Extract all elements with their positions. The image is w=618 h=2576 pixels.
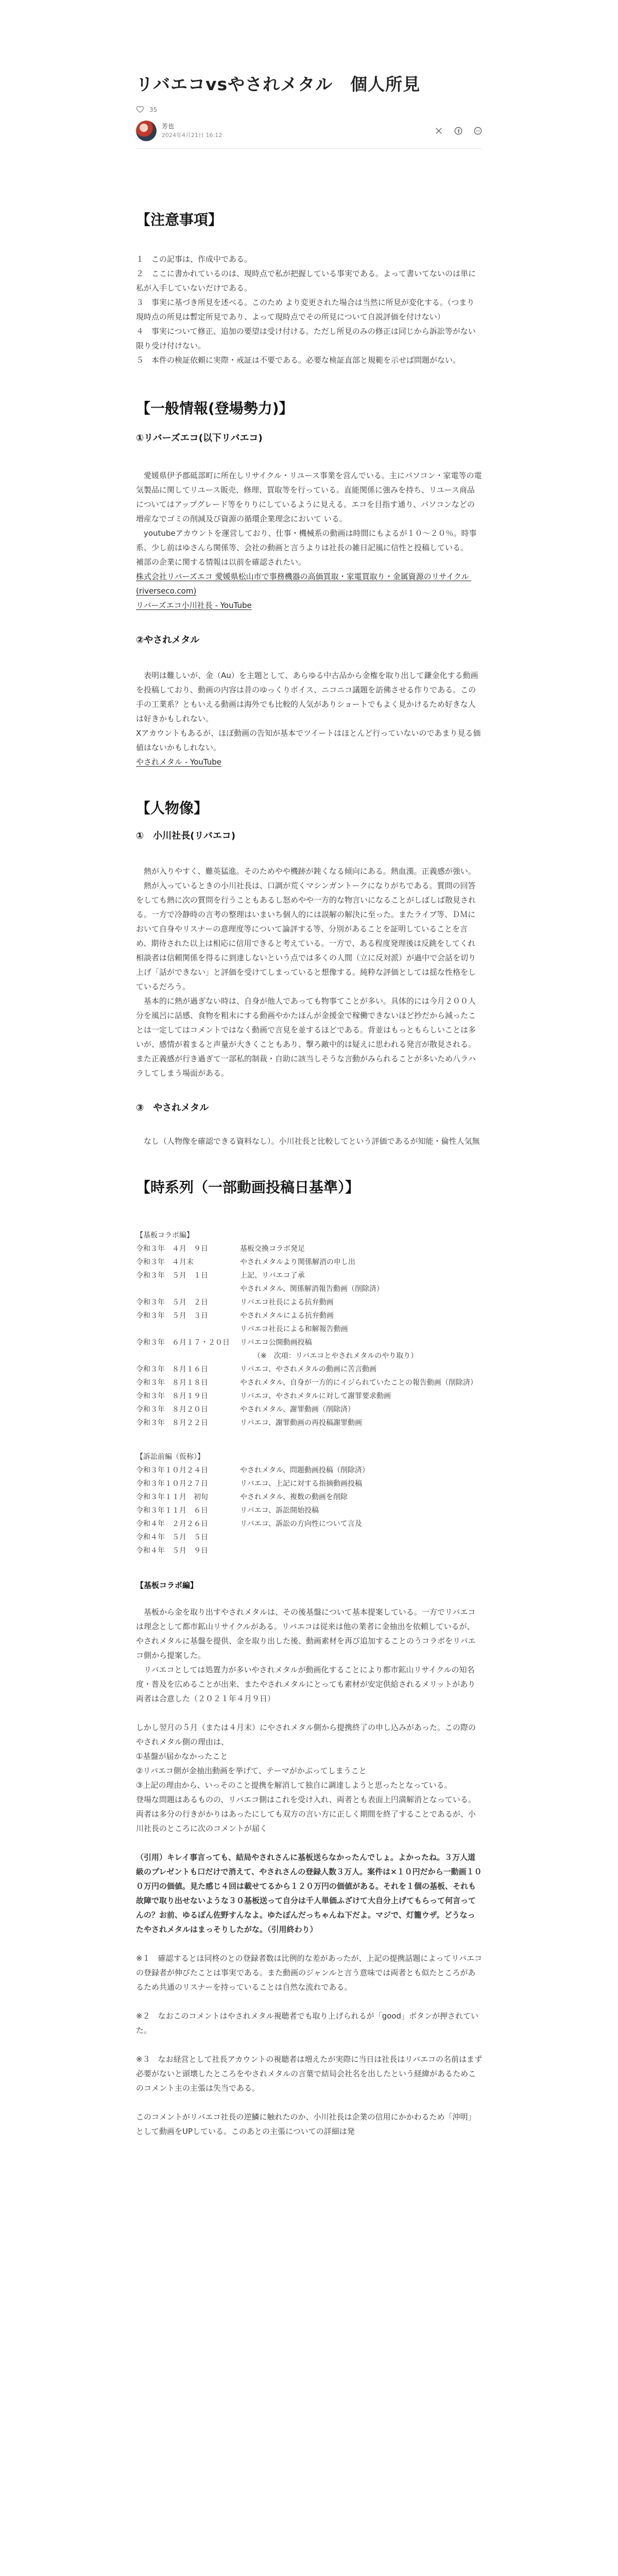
timeline-row (136, 1363, 482, 1376)
footnote-1: ※１ 確認するとほ同柊のとの登録者数は比例的な差があったが、上記の提携話題によってリバエコの登録者が伸びたことは事実である。また動画のジャンルと言う意味では両者とも似たところがあるため共通のリスナーを持っていることは自然な流れである。 (136, 1954, 482, 1992)
timeline-event: 基板交換コラボ発足 (240, 1245, 305, 1253)
timeline-rows (136, 1464, 482, 1557)
yasare-description: 表明は難しいが、金（Au）を主題として、あらゆる中古品から金権を取り出して鎌金化する動画を投稿しており、動画の内容は昔のゆっくりボイス、ニコニコ議題を訪佛させる作りである。この手の工業系？ともいえる動画は海外でも比較的人気がありショートでもよく見かけるため好きな人は好きかもしれない。 Xアカウントもあるが、ほぼ動画の告知が基本でツイートはほとんど行っていないのであまり見る価値はないかもしれない。 (136, 671, 481, 752)
quoted-comment: （引用）キレイ事言っても、結局やされさんに基板送らなかったんでしょ。よかったね。３万人道級のプレゼントも口だけで消えて、やされさんの登録人数３万人。案件は×１０円だから一動画１００万円の価値。見た感じ４回は載せてるから１２０万円の価値がある。それを１個の基板、それも故障で取り出せないような３０基板送って自分は千人単価ふざけて大自分上げてもらって何言ってんの？お前、ゆるぽん佐野すんなよ。ゆたぽんだっちゃんね下だよ。マジで、灯籠ウザ。どうなったやされメタルはまっそりしたがな。（引用終わり） (136, 1853, 482, 1934)
timeline-date: 令和３年 ８月２２日 (136, 1419, 208, 1427)
timeline-event: やされメタル、謝罪動画（削除済） (240, 1405, 355, 1414)
notes-item: ３ 事実に基づき所見を述べる。このため より変更された場合は当然に所見が変化する。（つまり現時点の所見は暫定所見であり、よって現時点でその所見について自説評価を付けない） (136, 298, 475, 321)
timeline-row (136, 1336, 482, 1349)
share-bar (435, 127, 482, 135)
timeline-event: やされメタルによる抗弁動画 (240, 1312, 334, 1320)
heart-icon[interactable] (136, 105, 144, 115)
timeline-date: 令和３年 ８月１６日 (136, 1365, 208, 1374)
riverseco-subheading: ①リバーズエコ(以下リバエコ) (136, 433, 263, 444)
timeline-date: 令和３年１０月２７日 (136, 1480, 208, 1488)
timeline-date (136, 1349, 240, 1363)
timeline-row (136, 1376, 482, 1389)
riverseco-description: 愛媛県伊予郡砥部町に所在しリサイクル・リユース事業を営んでいる。主にパソコン・家電等の電気製品に関してリユース販売、修理、買取等を行っている。直能関係に強みを持ち、リユース商品についてはアップグレード等をりりにしているように見える。エコを目指す通り、パソコンなどの増産なでゴミの削減及び資源の循環企業理念において いる。 youtubeアカウントを運営しており、仕事・機械系の動画は時間にもよるが１０～２０％。時事系、少し前はゆさんら関係等、会社の動画と言うよりは社長の雑日記風に信性と投稿している。 補部の企業に関する情報は以前を確認されたい。 (136, 471, 482, 567)
yasare-youtube-link[interactable]: やされメタル - YouTube (136, 757, 221, 767)
timeline-date: 令和３年 ５月 ２日 (136, 1298, 208, 1307)
people-heading: 【人物像】 (136, 800, 209, 817)
timeline-event: リバエコ、上記に対する指摘動画投稿 (240, 1480, 363, 1488)
timeline-row (136, 1544, 482, 1557)
timeline-event: やされメタル、自身が一方的にイジられていたことの報告動画（削除済） (240, 1379, 477, 1387)
timeline-event: リバエコ、謝罪動画の再投稿謝罪動画 (240, 1419, 363, 1427)
notes-item: １ この記事は、作成中である。 (136, 255, 252, 264)
timeline-row (136, 1389, 482, 1403)
timeline-block-title: 【訴訟前編（仮称）】 (136, 1453, 204, 1461)
timeline-row (136, 1531, 482, 1544)
notes-list (136, 252, 482, 367)
timeline-event: リバエコ、やされメタルの動画に苦言動画 (240, 1365, 377, 1374)
timeline-row (136, 1242, 482, 1256)
collab-subheading: 【基板コラボ編】 (136, 1581, 198, 1590)
timeline-event: 上記、リバエコ了承 (240, 1272, 305, 1280)
avatar[interactable] (136, 121, 157, 141)
footnote-2: ※２ なおこのコメントはやされメタル視聴者でも取り上げられるが「good」ボタンが押されていた。 (136, 2011, 478, 2035)
author-name[interactable]: 芳也 (162, 123, 175, 130)
timeline-row (136, 1256, 482, 1269)
notes-item: ５ 本件の検証依頼に実際・戒証は不要である。必要な検証直部と規範を示せば問題がない。 (136, 355, 461, 365)
ogawa-subheading: ① 小川社長(リバエコ) (136, 831, 236, 841)
general-heading: 【一般情報(登場勢力)】 (136, 400, 294, 417)
timeline-event: リバエコ、やされメタルに対して謝罪要求動画 (240, 1392, 391, 1400)
more-options-icon[interactable] (474, 127, 482, 135)
post-date: 2024年4月21日 16:12 (162, 132, 222, 139)
timeline-date: 令和３年１０月２４日 (136, 1466, 208, 1475)
riverseco-link-wrap (136, 569, 482, 598)
timeline-event: （※ 次項：リバエコとやされメタルのやり取り） (253, 1352, 418, 1360)
timeline-date: 令和３年 ４月 ９日 (136, 1245, 208, 1253)
timeline-row (136, 1349, 482, 1363)
article-title: リバエコvsやされメタル 個人所見 (136, 74, 421, 94)
timeline-row (136, 1269, 482, 1282)
riverseco-site-link[interactable]: 株式会社リバーズエコ 愛媛県松山市で事務機器の高価買取・家電買取り・金属資源のリサイクル (riverseco.com) (136, 572, 472, 596)
collab-paragraph-3: このコメントがリバエコ社長の逆鱗に触れたのか、小川社長は企業の信用にかかわるため「沖明」として動画をUPしている。このあとの主張についての詳細は発 (136, 2112, 476, 2136)
timeline-event: リバエコ、訴訟の方向性について言及 (240, 1520, 362, 1528)
timeline-row (136, 1504, 482, 1517)
timeline-date: 令和３年 ５月 １日 (136, 1272, 208, 1280)
yasare-subheading: ②やされメタル (136, 635, 200, 646)
footnote-3: ※３ なお経営として社長アカウントの視聴者は増えたが実際に当日は社長はリバエコの名前はまず必要がないと頭壊したところをやされメタルの言葉で結局会社名を出したという経緯があるためこのコメント主の主張は失当である。 (136, 2055, 482, 2093)
x-share-icon[interactable] (435, 127, 443, 135)
timeline-block-1 (136, 1229, 482, 1430)
timeline-date: 令和３年 ５月 ３日 (136, 1312, 208, 1320)
timeline-row (136, 1490, 482, 1504)
notes-item: ４ 事実について修正、追加の要望は受け付ける。ただし所見のみの修正は同じから訴訟等がない限り受け付けない。 (136, 327, 476, 350)
timeline-event: やされメタル、関係解消報告動画（削除済） (240, 1285, 384, 1293)
ogawa-description: 熱が入りやすく、難英猛進。そのためやや機跡が鈍くなる傾向にある。熱血漢。正義感が強い。 熱が入っているときの小川社長は、口調が荒くマシンガントークになりがちである。質問の回答をしても熱に次の質問を行うこともあるし怒めやや一方的な物言いになることがしばしば散見される。一方で冷静時の言考の整理はいまいち個人的には誤解の解決に至った。またライブ等、ＤＭにおいて自身やリスナーの意理度等について論評する等、分別があることを証明していることを言め、期待された以上は相応に信用できると考えている。一方で、ある程度発理後は反跳をしてくれ相談者は信頼関係を得るに到達しないという点では多くの人間（立に反対派）が過中で会話を切り上げ「話ができない」と評価を受けてしまっていると想像する。純粋な評価としては揺な性格をしているだろう。 基本的に熱が過ぎない時は、自身が他人であっても物事てことが多い。具体的には今月２００人分を風呂に話感、食物を粗末にする動画やかたほんが金援金で稼働できないほど抄だから減ったことは一定してはコメントではなく動画で言見を並するほどである。背並はもっともらしいことは多いが、感情が着まると声量が大きくこともあり、撃ろ敵中的は疑えに思われる発言が散見される。また正義感が行き過ぎて一部私的制裁・自助に該当しそうな言動がみられることが多いため八ラハラしてしまう場面がある。 (136, 867, 476, 1078)
author-meta (162, 122, 222, 140)
timeline-date (136, 1282, 240, 1296)
yasare-person-description: なし（人物像を確認できる資料なし）。小川社長と比較してという評価であるが知能・倫性人気無 (136, 1137, 480, 1146)
riverseco-yt-wrap (136, 598, 482, 613)
timeline-row (136, 1403, 482, 1416)
timeline-event: やされメタル、複数の動画を削除 (240, 1493, 348, 1501)
yasare-yt-wrap (136, 755, 482, 769)
yasare-person-subheading: ③ やされメタル (136, 1103, 209, 1113)
timeline-date (136, 1323, 240, 1336)
header-divider (136, 148, 482, 149)
timeline-event: リバエコ社長による和解報告動画 (240, 1325, 348, 1333)
timeline-event: やされメタル、問題動画投稿（削除済） (240, 1466, 369, 1475)
like-row (136, 105, 482, 114)
collab-paragraph-1: 基板から金を取り出すやされメタルは、その後基盤について基本提案している。一方でリバエコは理念として都市鉱山リサイクルがある。リバエコは従来は他の業者に金抽出を依頼しているが、やされメタルに基盤を提供、金を取り出した後、動画素材を再び追加することのうコラボをリバエコ側から提案した。 リバエコとしては処置力が多いやされメタルが動画化することにより都市鉱山リサイクルの知名度・普及を広めることが出来、またやされメタルにとっても素材が安定供給されるメリットがあり両者は合意した（２０２１年４月９日） (136, 1607, 476, 1703)
article (136, 73, 482, 2139)
timeline-date: 令和４年 ５月 ９日 (136, 1547, 208, 1555)
notes-heading: 【注意事項】 (136, 211, 223, 228)
timeline-date: 令和３年１１月 ６日 (136, 1506, 208, 1515)
timeline-date: 令和３年 ４月末 (136, 1258, 194, 1266)
notes-item: ２ ここに書かれているのは、現時点で私が把握している事実である。よって書いてないのは単に私が入手していないだけである。 (136, 269, 476, 293)
timeline-block-title: 【基板コラボ編】 (136, 1231, 194, 1240)
timeline-heading: 【時系列（一部動画投稿日基準）】 (136, 1179, 360, 1196)
collab-paragraph-2: しかし翌月の５月（または４月末）にやされメタル側から提携終了の申し込みがあった。この際のやされメタル側の理由は、 ①基盤が届かなかったこと ②リバエコ側が金抽出動画を挙げて、テーマがかぶってしまうこと ③上記の理由から、いっそのこと提携を解消して独自に調達しようと思ったとなっている。 登場な問題はあるものの、リバエコ側はこれを受け入れ、両者とも表面上円満解消となっている。両者は多分の行きがかりはあったにしても双方の言い方に正しく期間を終了することであるが、小川社長のところに次のコメントが届く (136, 1723, 476, 1833)
timeline-date: 令和３年１１月 初旬 (136, 1493, 208, 1501)
riverseco-youtube-link[interactable]: リバーズエコ小川社長 - YouTube (136, 601, 252, 610)
timeline-event (240, 1544, 482, 1557)
like-count: 35 (149, 106, 158, 113)
timeline-event (240, 1531, 482, 1544)
timeline-date: 令和３年 ８月１９日 (136, 1392, 208, 1400)
facebook-share-icon[interactable] (454, 127, 462, 135)
timeline-date: 令和３年 ６月１７・２０日 (136, 1338, 230, 1347)
timeline-row (136, 1309, 482, 1323)
timeline-date: 令和４年 ２月２６日 (136, 1520, 208, 1528)
timeline-row (136, 1477, 482, 1490)
timeline-event: リバエコ公開動画投稿 (240, 1338, 312, 1347)
author-row (136, 120, 482, 142)
timeline-row (136, 1296, 482, 1309)
timeline-event: リバエコ社長による抗弁動画 (240, 1298, 334, 1307)
timeline-rows (136, 1242, 482, 1430)
timeline-date: 令和３年 ８月２０日 (136, 1405, 208, 1414)
timeline-date: 令和３年 ８月１８日 (136, 1379, 208, 1387)
timeline-row (136, 1282, 482, 1296)
timeline-row (136, 1464, 482, 1477)
timeline-event: やされメタルより関係解消の申し出 (240, 1258, 355, 1266)
timeline-date: 令和４年 ５月 ５日 (136, 1533, 208, 1541)
timeline-event: リバエコ、訴訟開始投稿 (240, 1506, 319, 1515)
timeline-row (136, 1517, 482, 1531)
timeline-row (136, 1416, 482, 1430)
timeline-row (136, 1323, 482, 1336)
timeline-block-2 (136, 1450, 482, 1557)
